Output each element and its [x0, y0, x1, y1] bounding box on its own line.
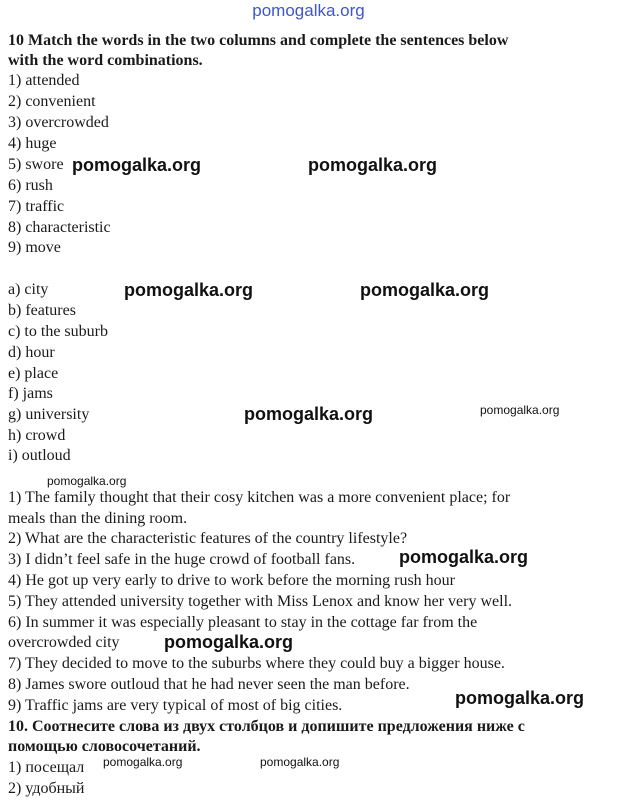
- watermark-overlay: pomogalka.org: [244, 404, 374, 424]
- word-list-item: c) to the suburb: [8, 323, 108, 340]
- sentence-line: 5) They attended university together with Miss Lenox and know her very well.: [8, 593, 513, 610]
- word-list-item: d) hour: [8, 344, 55, 361]
- sentence-line: 2) What are the characteristic features of the country lifestyle?: [8, 530, 408, 547]
- word-list-item: e) place: [8, 365, 59, 382]
- watermark-overlay: pomogalka.org: [124, 280, 254, 300]
- sentence-line: 1) The family thought that their cosy kitchen was a more convenient place; for: [8, 489, 511, 506]
- word-list-item: 8) characteristic: [8, 219, 111, 236]
- word-list-item: 1) attended: [8, 72, 80, 89]
- exercise-heading-line-2: with the word combinations.: [8, 52, 203, 69]
- sentence-line: 9) Traffic jams are very typical of most of big cities.: [8, 697, 343, 714]
- word-list-item: h) crowd: [8, 427, 66, 444]
- watermark-overlay: pomogalka.org: [455, 688, 585, 708]
- sentence-line: 8) James swore outloud that he had never seen the man before.: [8, 676, 410, 693]
- word-list-item: 3) overcrowded: [8, 114, 109, 131]
- watermark-overlay: pomogalka.org: [47, 474, 127, 488]
- word-list-item: 6) rush: [8, 177, 53, 194]
- sentence-line: meals than the dining room.: [8, 510, 188, 527]
- sentence-line: 4) He got up very early to drive to work before the morning rush hour: [8, 572, 455, 589]
- russian-word-item: 2) удобный: [8, 780, 85, 797]
- word-list-item: g) university: [8, 406, 90, 423]
- russian-heading-line-1: 10. Соотнесите слова из двух столбцов и допишите предложения ниже с: [8, 718, 525, 735]
- sentence-line: overcrowded city: [8, 634, 120, 651]
- sentence-line: 7) They decided to move to the suburbs where they could buy a bigger house.: [8, 655, 505, 672]
- watermark-overlay: pomogalka.org: [360, 280, 490, 300]
- watermark-overlay: pomogalka.org: [399, 547, 529, 567]
- watermark-overlay: pomogalka.org: [480, 403, 560, 417]
- word-list-item: 7) traffic: [8, 198, 65, 215]
- word-list-item: 4) huge: [8, 135, 57, 152]
- word-list-item: a) city: [8, 281, 49, 298]
- watermark-overlay: pomogalka.org: [72, 155, 202, 175]
- sentence-line: 6) In summer it was especially pleasant to stay in the cottage far from the: [8, 614, 478, 631]
- word-list-item: 9) move: [8, 239, 61, 256]
- watermark-top: pomogalka.org: [252, 1, 365, 20]
- russian-word-item: 1) посещал: [8, 759, 85, 776]
- russian-heading-line-2: помощью словосочетаний.: [8, 738, 201, 755]
- word-list-item: i) outloud: [8, 447, 71, 464]
- watermark-overlay: pomogalka.org: [103, 755, 183, 769]
- word-list-item: 5) swore: [8, 156, 64, 173]
- sentence-line: 3) I didn’t feel safe in the huge crowd of football fans.: [8, 551, 356, 568]
- word-list-item: 2) convenient: [8, 93, 96, 110]
- watermark-overlay: pomogalka.org: [308, 155, 438, 175]
- watermark-overlay: pomogalka.org: [164, 632, 294, 652]
- word-list-item: f) jams: [8, 385, 53, 402]
- watermark-overlay: pomogalka.org: [260, 755, 340, 769]
- exercise-heading-line-1: 10 Match the words in the two columns and complete the sentences below: [8, 32, 509, 49]
- word-list-item: b) features: [8, 302, 76, 319]
